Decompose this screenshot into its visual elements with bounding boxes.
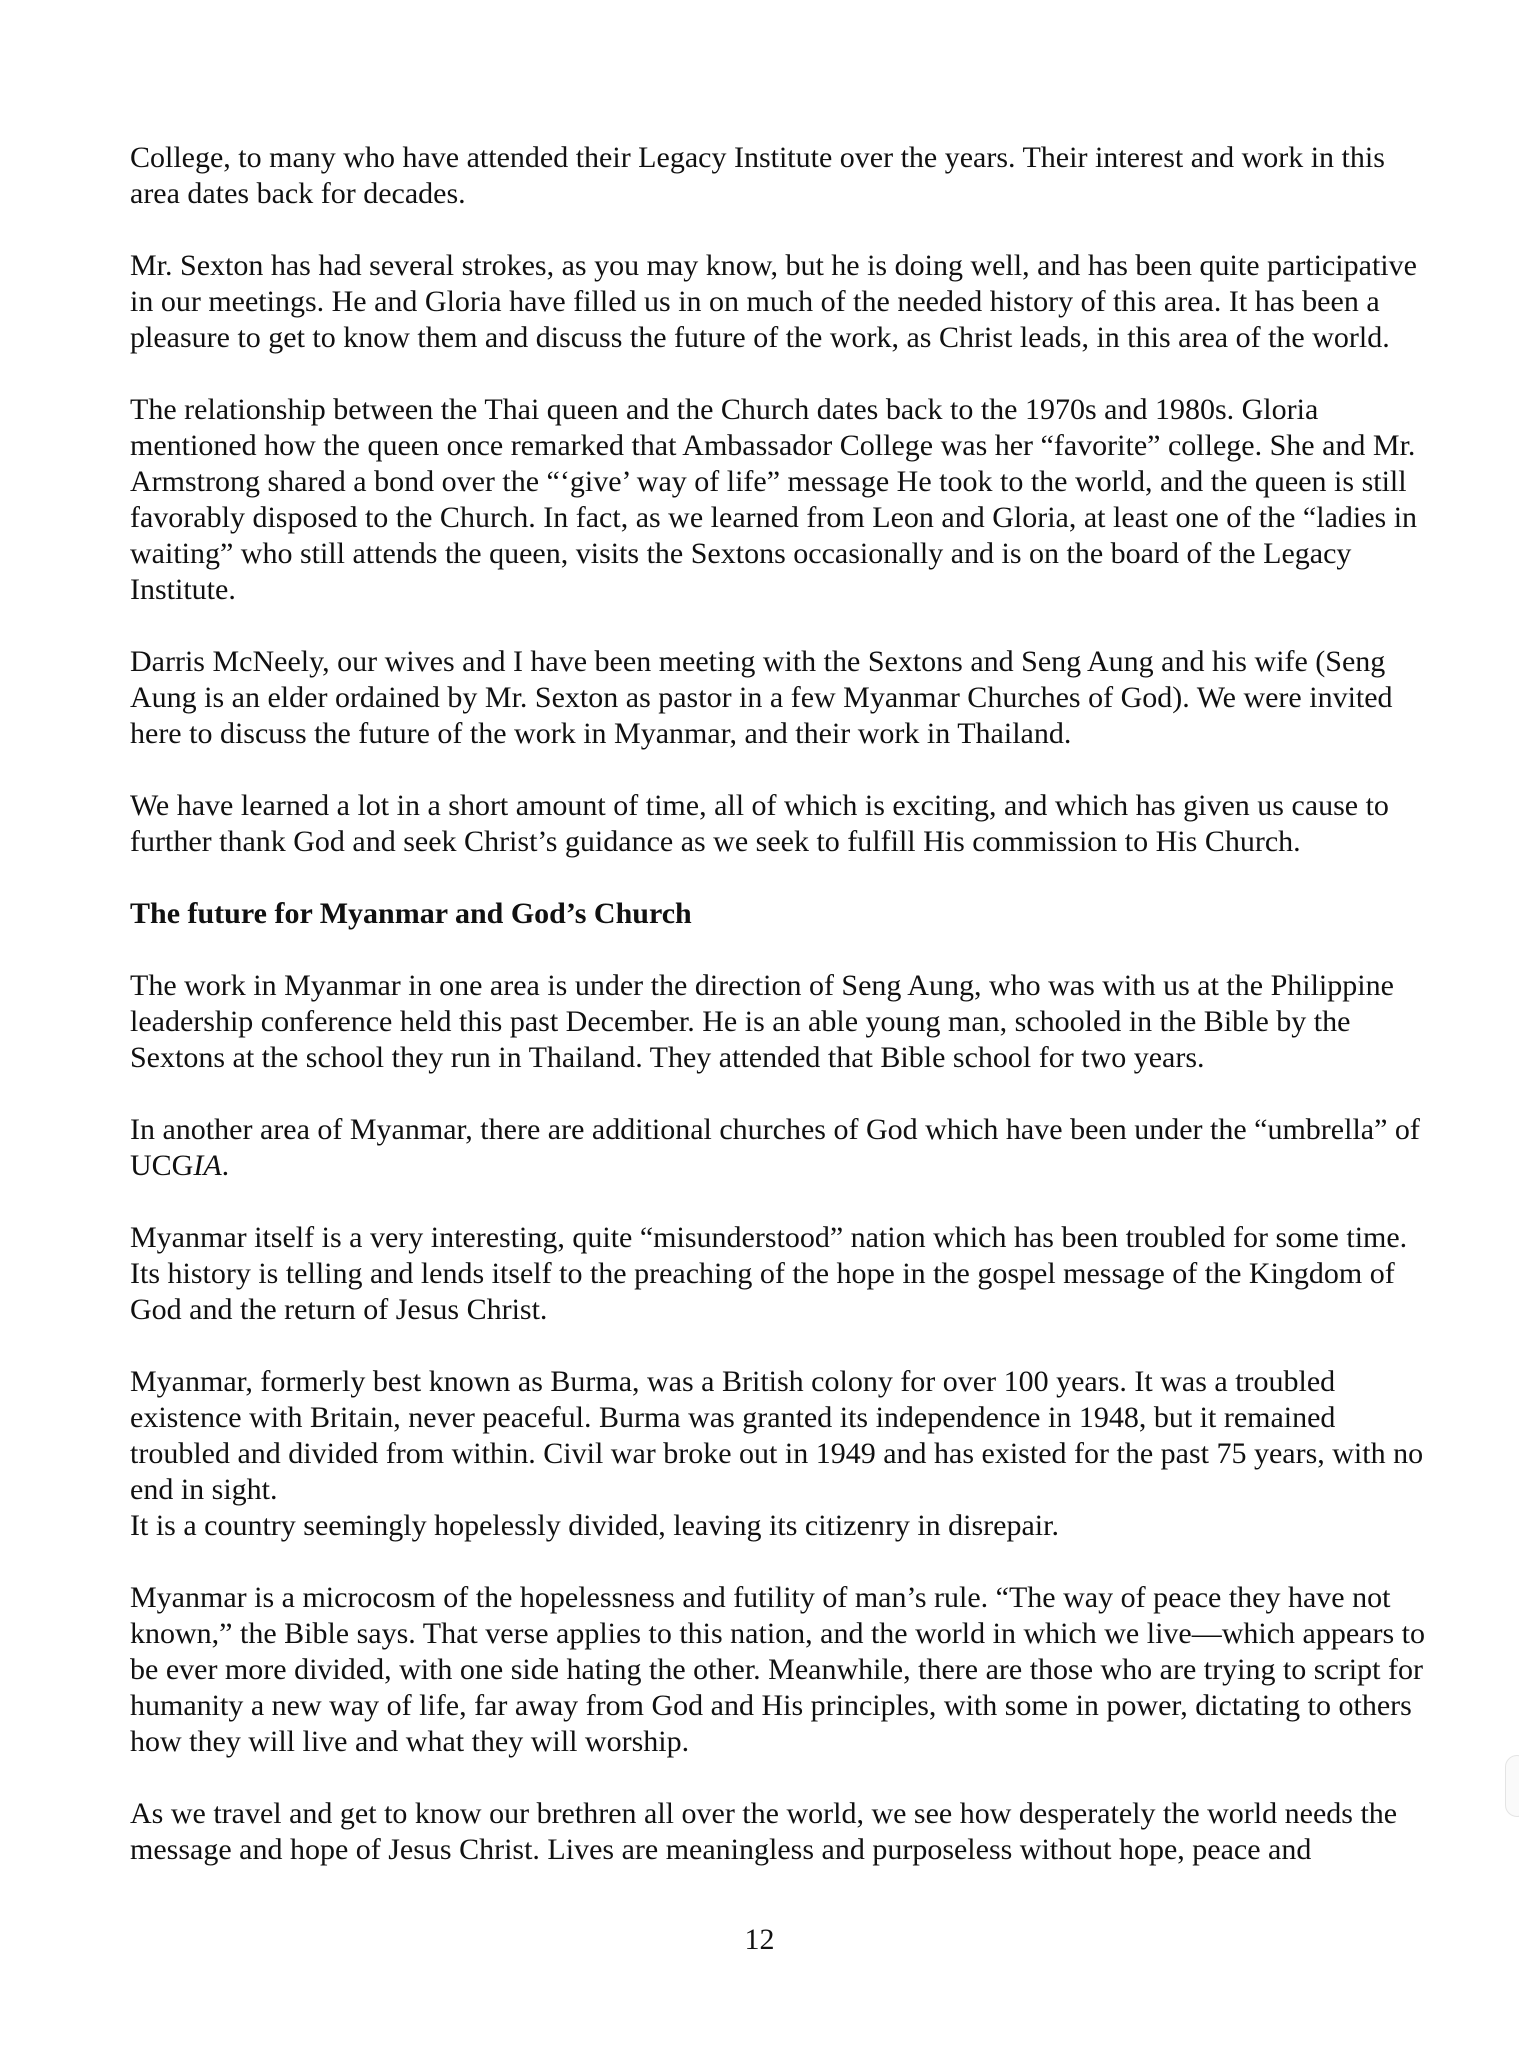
paragraph: As we travel and get to know our brethren all over the world, we see how desperately the world needs the message and hope of Jesus Christ. Lives are meaningless and purposeless without hope, peace and: [130, 1797, 1398, 1866]
paragraph: Myanmar itself is a very interesting, quite “misunderstood” nation which has been troubled for some time. Its history is telling and lends itself to the preaching of the hope in the gospel message of the Kingdom of God and the return of Jesus Christ.: [130, 1221, 1408, 1326]
scroll-edge-handle: [1505, 1755, 1519, 1817]
paragraph-text: In another area of Myanmar, there are additional churches of God which have been under the “umbrella” of UCG: [130, 1113, 1420, 1182]
paragraph: College, to many who have attended their Legacy Institute over the years. Their interest and work in this area dates back for decades.: [130, 141, 1385, 210]
italic-abbreviation: IA: [193, 1149, 222, 1182]
paragraph: [130, 1112, 1430, 1184]
paragraph: It is a country seemingly hopelessly divided, leaving its citizenry in disrepair.: [130, 1509, 1059, 1542]
paragraph: The work in Myanmar in one area is under the direction of Seng Aung, who was with us at the Philippine leadership conference held this past December. He is an able young man, schooled in the Bible by the Sextons at the school they run in Thailand. They attended that Bible school for two years.: [130, 969, 1394, 1074]
paragraph: Darris McNeely, our wives and I have been meeting with the Sextons and Seng Aung and his wife (Seng Aung is an elder ordained by Mr. Sexton as pastor in a few Myanmar Churches of God). We were invited here to discuss the future of the work in Myanmar, and their work in Thailand.: [130, 645, 1393, 750]
paragraph: Mr. Sexton has had several strokes, as you may know, but he is doing well, and has been quite participative in our meetings. He and Gloria have filled us in on much of the needed history of this area. It has been a pleasure to get to know them and discuss the future of the work, as Christ leads, in this area of the world.: [130, 249, 1417, 354]
page-body: [130, 140, 1430, 1868]
paragraph: We have learned a lot in a short amount of time, all of which is exciting, and which has given us cause to further thank God and seek Christ’s guidance as we seek to fulfill His commission to His Church.: [130, 789, 1389, 858]
paragraph: Myanmar is a microcosm of the hopelessness and futility of man’s rule. “The way of peace they have not known,” the Bible says. That verse applies to this nation, and the world in which we live—which appears to be ever more divided, with one side hating the other. Meanwhile, there are those who are trying to script for humanity a new way of life, far away from God and His principles, with some in power, dictating to others how they will live and what they will worship.: [130, 1581, 1425, 1758]
paragraph: The relationship between the Thai queen and the Church dates back to the 1970s and 1980s. Gloria mentioned how the queen once remarked that Ambassador College was her “favorite” college. She and Mr. Armstrong shared a bond over the “‘give’ way of life” message He took to the world, and the queen is still favorably disposed to the Church. In fact, as we learned from Leon and Gloria, at least one of the “ladies in waiting” who still attends the queen, visits the Sextons occasionally and is on the board of the Legacy Institute.: [130, 393, 1418, 606]
paragraph-text-end: .: [221, 1149, 230, 1182]
paragraph: Myanmar, formerly best known as Burma, was a British colony for over 100 years. It was a troubled existence with Britain, never peaceful. Burma was granted its independence in 1948, but it remained troubled and divided from within. Civil war broke out in 1949 and has existed for the past 75 years, with no end in sight.: [130, 1365, 1424, 1506]
page-number: 12: [744, 1923, 775, 1956]
section-heading: The future for Myanmar and God’s Church: [130, 897, 692, 930]
